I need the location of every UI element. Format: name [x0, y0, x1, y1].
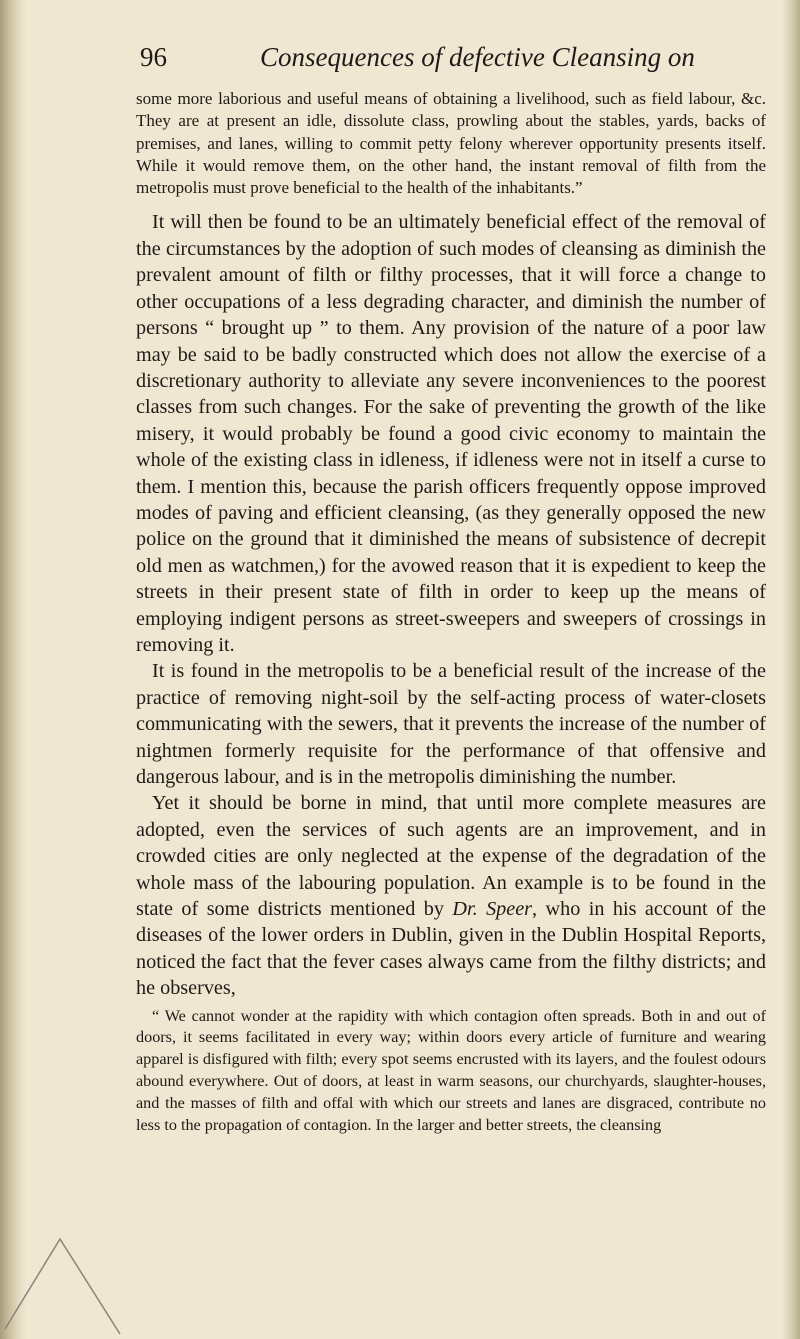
paragraph-3: [136, 790, 766, 1001]
page-fold-mark: [0, 1139, 150, 1339]
paragraph-1: It will then be found to be an ultimately beneficial effect of the removal of the circumstances by the adoption of such modes of cleansing as diminish the prevalent amount of filth or filthy processes, that it will force a change to other occupations of a less degrading character, and diminish the number of persons “ brought up ” to them. Any provision of the nature of a poor law may be said to be badly constructed which does not allow the exercise of a discretionary authority to alleviate any severe inconveniences to the poorest classes from such changes. For the sake of preventing the growth of the like misery, it would probably be found a good civic economy to maintain the whole of the existing class in idleness, if idleness were not in itself a curse to them. I mention this, because the parish officers frequently oppose improved modes of paving and efficient cleansing, (as they generally opposed the new police on the ground that it diminished the means of subsistence of decrepit old men as watchmen,) for the avowed reason that it is expedient to keep the streets in their present state of filth in order to keep up the means of employing indigent persons as street-sweepers and sweepers of crossings in removing it.: [136, 211, 766, 656]
page-header: [140, 42, 740, 82]
page-number: 96: [140, 42, 167, 72]
quote-continuation: some more laborious and useful means of obtaining a livelihood, such as field labour, &c. They are at present an idle, dissolute class, prowling about the stables, yards, backs of premises, and lanes, willing to commit petty felony wherever opportunity presents itself. While it would remove them, on the other hand, the instant removal of filth from the metropolis must prove beneficial to the health of the inhabitants.”: [136, 89, 766, 198]
paragraph-3-text-before: Yet it should be borne in mind, that until more complete measures are adopted, even the services of such agents are an improvement, and in crowded cities are only neglected at the expense of the degradation of the whole mass of the labouring population. An example is to be found in the state of some districts mentioned by: [136, 792, 766, 921]
paragraph-2: It is found in the metropolis to be a beneficial result of the increase of the practice of removing night-soil by the self-acting process of water-closets communicating with the sewers, that it prevents the increase of the number of nightmen formerly requisite for the performance of that offensive and dangerous labour, and is in the metropolis diminishing the number.: [136, 660, 766, 789]
page-body: [136, 88, 766, 1136]
page-edge-shadow: [782, 0, 800, 1339]
author-name-speer: Dr. Speer: [452, 898, 533, 921]
running-title: Consequences of defective Cleansing on: [260, 42, 695, 72]
paragraph-3-text-after: , who in his account of the diseases of the lower orders in Dublin, given in the Dublin Hospital Reports, noticed the fact that the fever cases always came from the filthy districts; and he observes,: [136, 898, 767, 1000]
quote-speer: “ We cannot wonder at the rapidity with which contagion often spreads. Both in and out of doors, it seems facilitated in every way; within doors every article of furniture and wearing apparel is disfigured with filth; every spot seems encrusted with its layers, and the foulest odours abound everywhere. Out of doors, at least in warm seasons, our churchyards, slaughter-houses, and the masses of filth and offal with which our streets and lanes are disgraced, contribute no less to the propagation of contagion. In the larger and better streets, the cleansing: [136, 1006, 766, 1134]
